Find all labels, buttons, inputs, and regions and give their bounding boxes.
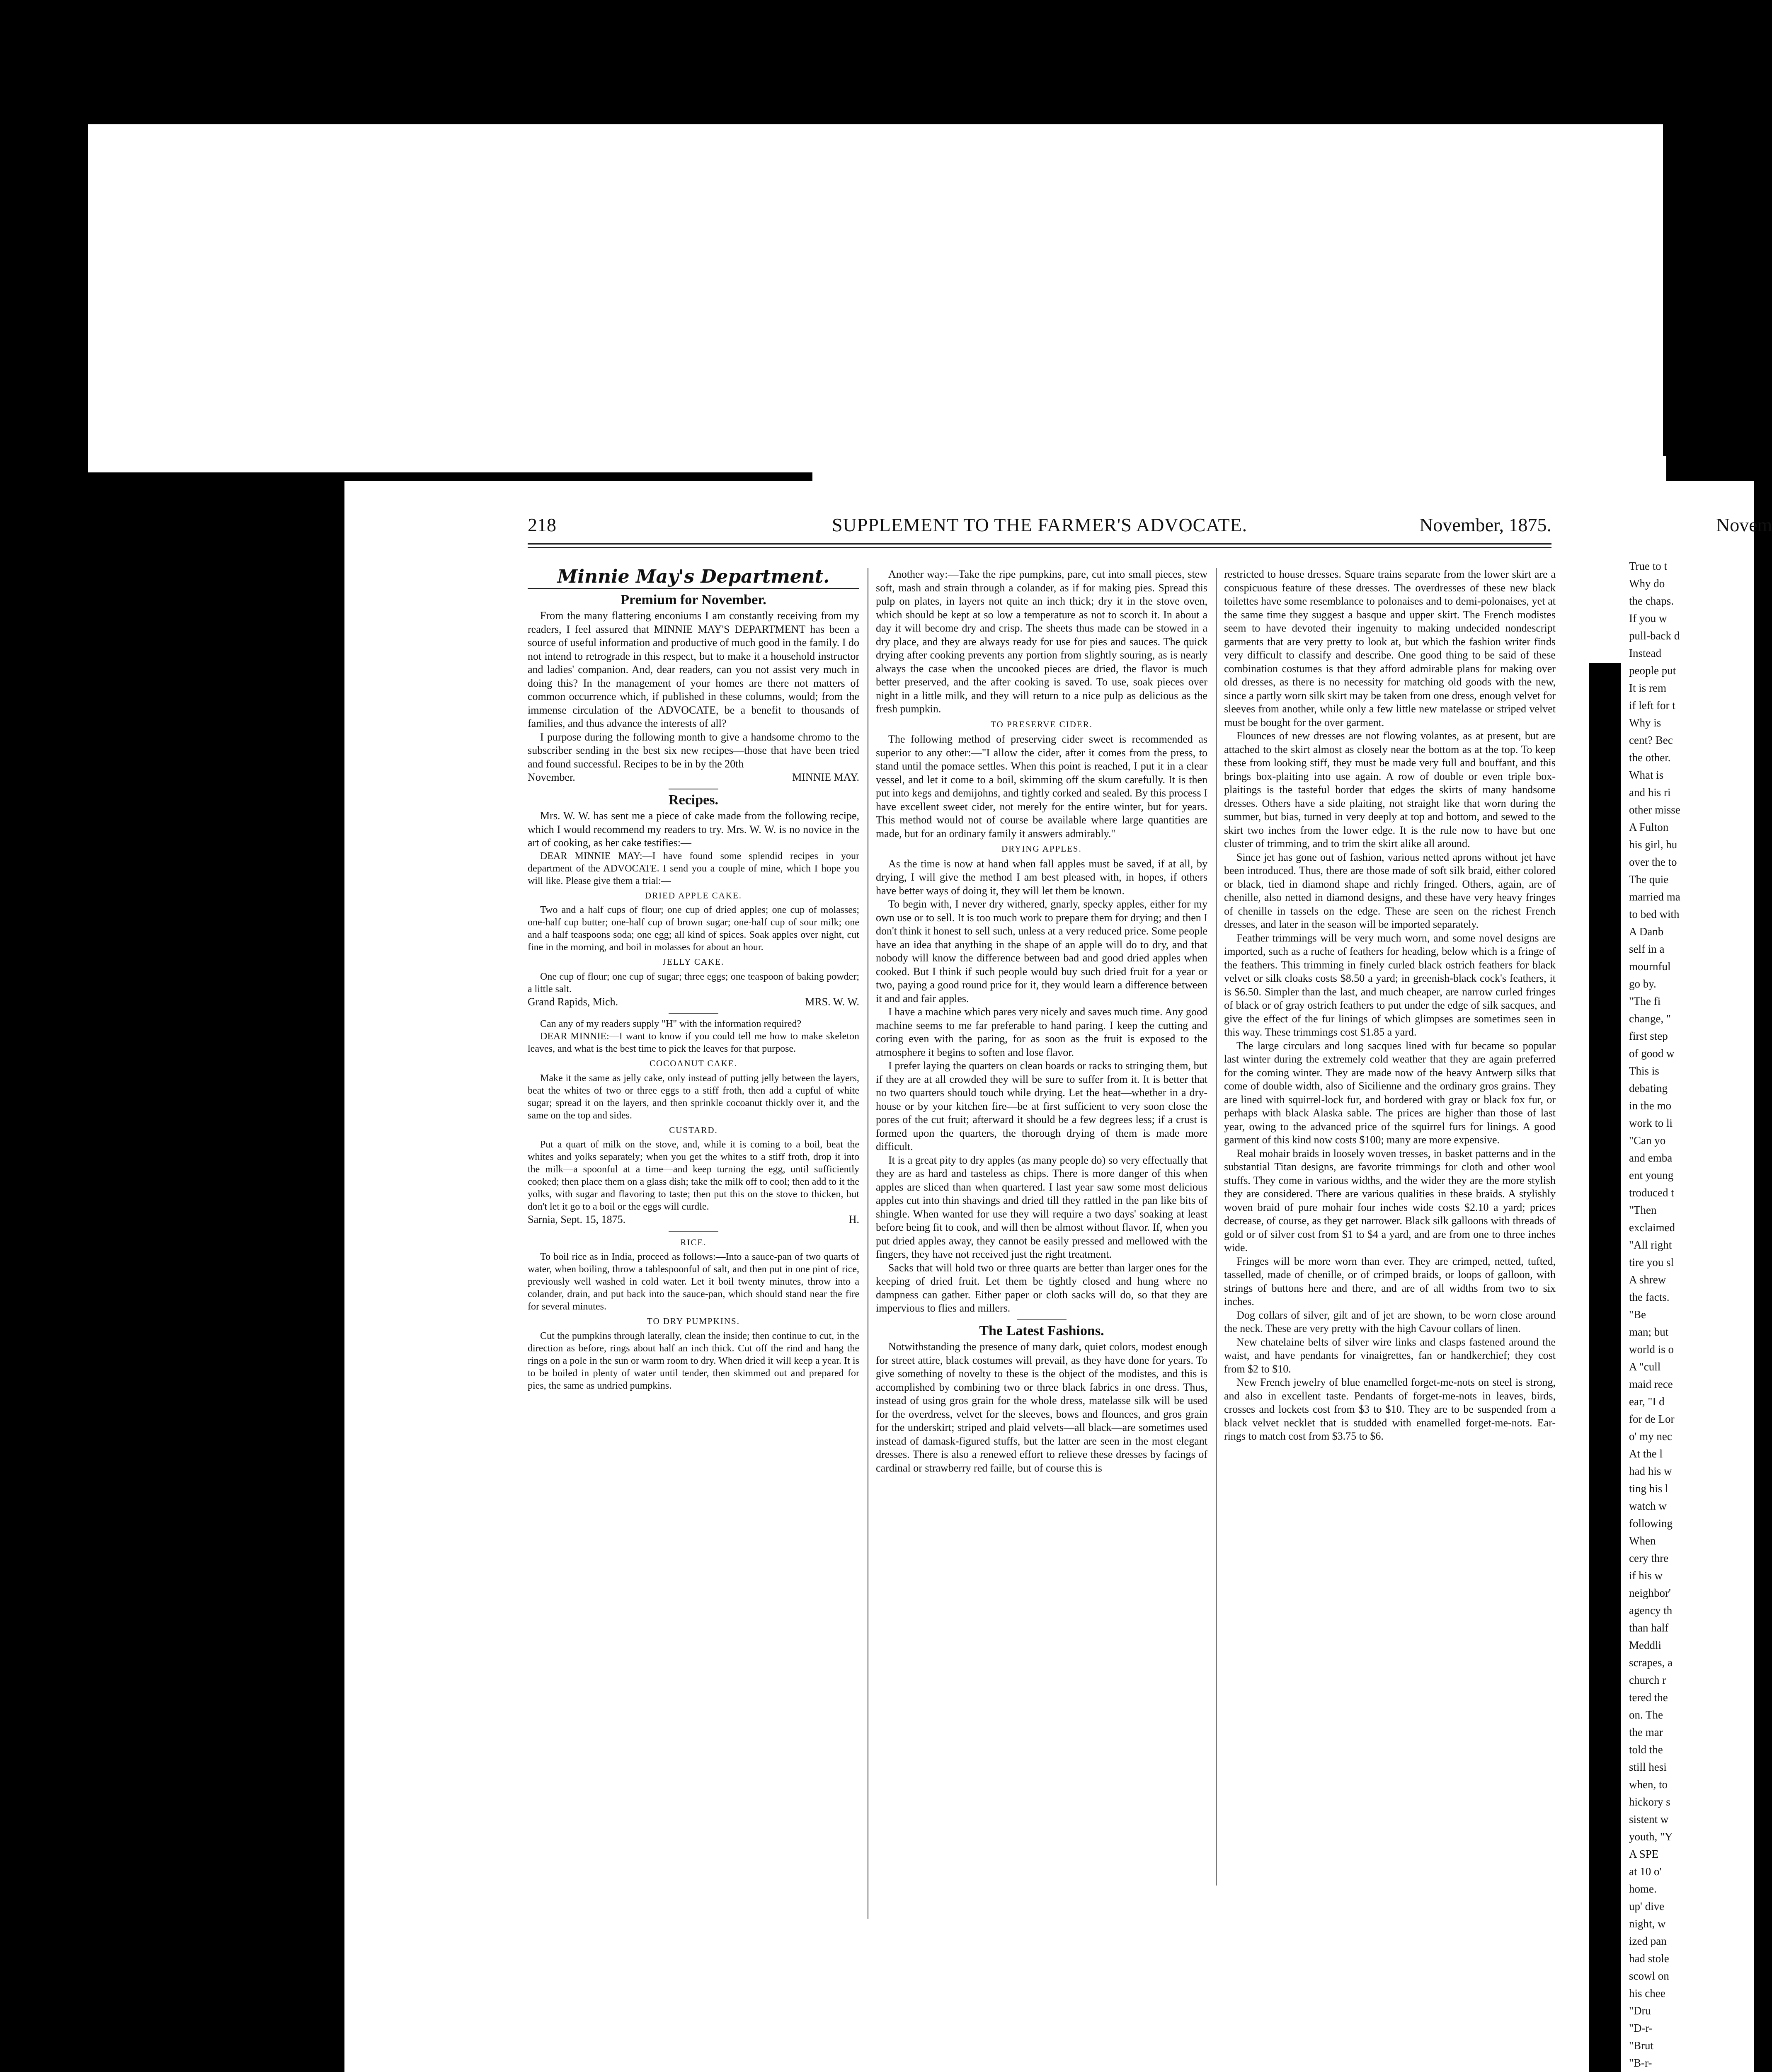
paragraph: As the time is now at hand when fall apples must be saved, if at all, by drying, I will give the method I am best pleased with, in hopes, if others have better ways of doing it, they will let them be known. (876, 857, 1207, 897)
adjacent-text-line: youth, "Y (1629, 1830, 1673, 1843)
adjacent-text-line: when, to (1629, 1778, 1668, 1791)
paragraph: Sacks that will hold two or three quarts are better than larger ones for the keeping of dried fruit. Let them be tightly closed and hung where no dampness can gather. Either paper or cloth sacks will do, so that they are impervious to flies and millers. (876, 1261, 1207, 1314)
separator (1017, 1319, 1067, 1320)
recipe-title: JELLY CAKE. (662, 957, 725, 967)
paragraph: I have a machine which pares very nicely and saves much time. Any good machine seems to me far preferable to hand paring. I keep the cutting and coring even with the paring, for as soon as the fruit is exposed to the atmosphere it begins to soften and lose flavor. (876, 1006, 1207, 1058)
adjacent-text-line: "Brut (1629, 2039, 1654, 2052)
adjacent-text-line: pull-back d (1629, 629, 1680, 642)
adjacent-text-line: cery thre (1629, 1552, 1669, 1564)
paragraph: Can any of my readers supply "H" with the information required? (540, 1019, 802, 1029)
adjacent-text-line: home. (1629, 1883, 1657, 1895)
adjacent-text-line: married ma (1629, 891, 1680, 903)
adjacent-text-line: night, w (1629, 1917, 1666, 1930)
adjacent-text-line: had stole (1629, 1952, 1669, 1965)
adjacent-text-line: What is (1629, 769, 1664, 781)
adjacent-text-line: "Dru (1629, 2004, 1651, 2017)
adjacent-text-line: Meddli (1629, 1639, 1661, 1651)
handwritten-mark-icon (855, 2068, 921, 2072)
adjacent-text-line: sistent w (1629, 1813, 1669, 1825)
adjacent-text-line: for de Lor (1629, 1413, 1675, 1425)
page-header (528, 514, 1551, 547)
adjacent-text-line: watch w (1629, 1500, 1667, 1512)
recipe-title: TO DRY PUMPKINS. (647, 1316, 740, 1326)
adjacent-text-line: ent young (1629, 1169, 1674, 1181)
adjacent-text-line: A Fulton (1629, 821, 1669, 833)
adjacent-text-line: ting his l (1629, 1482, 1668, 1495)
paragraph: Real mohair braids in loosely woven tresses, in basket patterns and in the substantial Titan designs, are favorite trimmings for cloth and other wool stuffs. They come in various widths, and the wider they are the more stylish they are considered. There are various qualities in these braids. A stylishly woven braid of pure mohair four inches wide costs $2.10 a yard; prices decrease, of course, as they get narrower. Black silk galloons with threads of gold or of silver cost from $1 to $4 a yard, and are from one to three inches wide. (1224, 1147, 1556, 1254)
paragraph: DEAR MINNIE:—I want to know if you could tell me how to make skeleton leaves, and what is the best time to pick the leaves for that purpose. (528, 1031, 859, 1054)
adjacent-text-line: the mar (1629, 1726, 1663, 1738)
adjacent-text-line: cent? Bec (1629, 734, 1673, 746)
adjacent-text-line: At the l (1629, 1447, 1663, 1460)
paragraph: Fringes will be more worn than ever. They are crimped, netted, tufted, tasselled, made of chenille, or of crimped braids, or loops of galloon, with strings of buttons here and there, and are of all widths from two to six inches. (1224, 1255, 1556, 1307)
adjacent-text-line: "B-r- (1629, 2057, 1652, 2069)
header-rule (528, 543, 1551, 545)
adjacent-text-line: in the mo (1629, 1099, 1671, 1112)
paragraph: Make it the same as jelly cake, only instead of putting jelly between the layers, beat the whites of two or three eggs to a stiff froth, then add a cupful of white sugar; spread it on the layers, and then sprinkle cocoanut thickly over it, and the same on the top and sides. (528, 1072, 859, 1121)
adjacent-text-line: A Danb (1629, 925, 1664, 938)
adjacent-text-line: people put (1629, 664, 1676, 677)
adjacent-text-line: if his w (1629, 1569, 1663, 1582)
paragraph: To boil rice as in India, proceed as follows:—Into a sauce-pan of two quarts of water, when boiling, throw a tablespoonful of salt, and then put in one pint of rice, previously well washed in cold water. Let it boil twenty minutes, throw into a colander, drain, and put back into the sauce-pan, which should stand near the fire for several minutes. (528, 1251, 859, 1312)
adjacent-text-line: the other. (1629, 751, 1671, 764)
adjacent-text-line: "Be (1629, 1308, 1646, 1321)
paragraph: Feather trimmings will be very much worn, and some novel designs are imported, such as a ruche of feathers for heading, below which is a fringe of the feathers. This trimming in finely curled black ostrich feathers for black velvet or silk cloaks costs $8.50 a yard; in greenish-black cock's feathers, it is $6.50. Simpler than the last, and much cheaper, are narrow curled fringes of black or of gray ostrich feathers to put under the edge of silk sacques, and give the effect of the fur linings of which glimpses are sometimes seen in this way. These trimmings cost $1.85 a yard. (1224, 932, 1556, 1038)
sig-right: MINNIE MAY. (792, 771, 859, 783)
sig-left: Sarnia, Sept. 15, 1875. (528, 1213, 626, 1225)
paragraph: I prefer laying the quarters on clean boards or racks to stringing them, but if they are at all crowded they will be sure to suffer from it. It is better that no two quarters should touch while drying. Let the heat—whether in a dry-house or by your kitchen fire—be at first sufficient to very soon close the pores of the cut fruit; afterward it should be a few degrees less; if a crust is formed upon the quarters, the thorough drying of them is made more difficult. (876, 1060, 1207, 1152)
recipe-title: TO PRESERVE CIDER. (991, 719, 1093, 729)
adjacent-text-line: the chaps. (1629, 595, 1674, 607)
adjacent-text-line: over the to (1629, 856, 1677, 868)
paragraph: Mrs. W. W. has sent me a piece of cake made from the following recipe, which I would recommend my readers to try. Mrs. W. W. is no novice in the art of cooking, as her cake testifies:— (528, 810, 859, 849)
paragraph: Notwithstanding the presence of many dark, quiet colors, modest enough for street attire, black costumes will prevail, as they have done for years. To give something of novelty to these is the object of the modistes, and this is accomplished by combining two or three black fabrics in one dress. Thus, instead of using gros grain for the whole dress, matelasse silk will be used for the overdress, velvet for the sleeves, bows and flounces, and gros grain for the underskirt; striped and plaid velvets—all black—are sometimes used instead of damask-figured stuffs, but the latter are seen in the most elegant dresses. There is also a renewed effort to relieve these dresses by facings of cardinal or strawberry red faille, but of course this is (876, 1341, 1207, 1474)
separator (669, 1013, 718, 1014)
recipe-title: DRIED APPLE CAKE. (645, 890, 742, 900)
adjacent-text-line: hickory s (1629, 1796, 1670, 1808)
adjacent-text-line: his girl, hu (1629, 838, 1677, 851)
adjacent-page (1621, 481, 1754, 2072)
signature-line (528, 771, 859, 784)
column-3 (1224, 568, 1556, 1811)
adjacent-text-line: "D-r- (1629, 2022, 1653, 2034)
adjacent-text-line: and emba (1629, 1152, 1673, 1164)
back-page-top (88, 124, 1663, 472)
adjacent-text-line: man; but (1629, 1326, 1669, 1338)
paragraph: The following method of preserving cider sweet is recommended as superior to any other:—"I allow the cider, after it comes from the press, to stand until the pomace settles. When this point is reached, I put it in a clear vessel, and let it come to a boil, skimming off the skum carefully. It is then put into kegs and demijohns, and tightly corked and sealed. By this process I have excellent sweet cider, not merely for the entire winter, but for years. This method would not of course be available where large quantities are made, but for an ordinary family it answers admirably." (876, 733, 1207, 840)
column-divider (1216, 568, 1217, 1886)
adjacent-text-line: to bed with (1629, 908, 1680, 920)
paragraph: Since jet has gone out of fashion, various netted aprons without jet have been introduced. Thus, there are those made of soft silk braid, either colored or black, tied in diamond shape and richly fringed. Others, again, are of chenille, also netted in diamond designs, and these have very heavy fringes of chenille in tassels on the edge. These are seen on the richest French dresses, and later in the season will be imported separately. (1224, 851, 1556, 930)
adjacent-text-line: ear, "I d (1629, 1395, 1665, 1408)
section-heading: The Latest Fashions. (979, 1323, 1104, 1339)
adjacent-text-line: Why is (1629, 716, 1661, 729)
adjacent-text-line: self in a (1629, 943, 1665, 955)
newspaper-page (344, 481, 1589, 2072)
adjacent-text-line: up' dive (1629, 1900, 1665, 1912)
paragraph: Another way:—Take the ripe pumpkins, pare, cut into small pieces, stew soft, mash and strain through a colander, as if for making pies. Spread this pulp on plates, in layers not quite an inch thick; dry it in the stove oven, which should be kept at so low a temperature as not to scorch it. In about a day it will become dry and crisp. The sheets thus made can be stowed in a dry place, and they are always ready for use for pies and sauces. The quick drying after cooking prevents any portion from slightly souring, as is nearly always the case when the uncooked pieces are dried, the flavor is much better preserved, and the after cooking is saved. To use, soak pieces over night in a little milk, and they will return to a nice pulp as delicious as the fresh pumpkin. (876, 568, 1207, 715)
page-number: 218 (528, 514, 556, 535)
section-heading: Premium for November. (621, 592, 766, 608)
recipe-title: RICE. (680, 1237, 707, 1247)
adjacent-text-line: at 10 o' (1629, 1865, 1662, 1878)
paragraph: New French jewelry of blue enamelled forget-me-nots on steel is strong, and also in excellent taste. Pendants of forget-me-nots in leaves, birds, crosses and lockets cost from $3 to $10. They are to be suspended from a black velvet necklet that is studded with enamelled forget-me-nots. Ear-rings to match cost from $3.75 to $6. (1224, 1376, 1556, 1442)
adjacent-text-line: When (1629, 1535, 1656, 1547)
adjacent-text-line: The quie (1629, 873, 1669, 886)
adjacent-text-line: of good w (1629, 1047, 1675, 1060)
signature-line (528, 1213, 859, 1227)
adjacent-text-line: change, " (1629, 1012, 1671, 1025)
adjacent-text-line: "Can yo (1629, 1134, 1666, 1147)
paragraph: DEAR MINNIE MAY:—I have found some splendid recipes in your department of the ADVOCATE. I send you a couple of mine, which I hope you will like. Please give them a trial:— (528, 850, 859, 886)
issue-date: November, 1875. (1419, 514, 1551, 535)
adjacent-text-line: It is rem (1629, 682, 1666, 694)
recipe-title: DRYING APPLES. (1001, 844, 1082, 854)
adjacent-text-line: A SPE (1629, 1848, 1659, 1860)
adjacent-text-line: still hesi (1629, 1761, 1667, 1773)
adjacent-page-header: Novem (1716, 514, 1772, 535)
adjacent-text-line: the facts. (1629, 1291, 1670, 1303)
adjacent-text-line: neighbor' (1629, 1587, 1671, 1599)
adjacent-text-line: than half (1629, 1622, 1669, 1634)
column-2 (876, 568, 1207, 1906)
sig-right: H. (848, 1213, 859, 1225)
adjacent-text-line: True to t (1629, 560, 1668, 572)
paragraph: I purpose during the following month to give a handsome chromo to the subscriber sending in the best six new recipes—those that have been tried and found successful. Recipes to be in by the 20th (528, 731, 859, 770)
adjacent-text-line: his chee (1629, 1987, 1665, 1999)
adjacent-text-line: told the (1629, 1743, 1663, 1756)
paragraph: One cup of flour; one cup of sugar; three eggs; one teaspoon of baking powder; a little salt. (528, 971, 859, 995)
adjacent-text-line: A shrew (1629, 1273, 1666, 1286)
signature-line (528, 995, 859, 1009)
paragraph: Cut the pumpkins through laterally, clean the inside; then continue to cut, in the direction as before, rings about half an inch thick. Cut off the rind and hang the rings on a pole in the sun or warm room to dry. When dried it will keep a year. It is to be boiled in plenty of water until tender, then skimmed out and prepared for pies, the same as undried pumpkins. (528, 1330, 859, 1391)
adjacent-text-line: A "cull (1629, 1360, 1661, 1373)
adjacent-text-line: troduced t (1629, 1186, 1674, 1199)
paragraph: New chatelaine belts of silver wire links and clasps fastened around the waist, and have pendants for vinaigrettes, fan or handkerchief; they cost from $2 to $10. (1224, 1336, 1556, 1375)
header-rule-thin (528, 547, 1551, 548)
paragraph: Flounces of new dresses are not flowing volantes, as at present, but are attached to the skirt almost as closely near the bottom as at the top. To keep these from looking stiff, they must be made very full and bouffant, and this brings box-plaiting into use again. A row of double or even triple box-plaitings is the tasteful border that edges the skirts of many handsome dresses. Others have a side plaiting, not straight like that worn during the summer, but bias, turned in very deeply at top and bottom, and sewed to the skirt two inches from the lower edge. It is the rule now to have but one cluster of trimming, and to trim the skirt alike all around. (1224, 730, 1556, 850)
adjacent-text-line: and his ri (1629, 786, 1671, 799)
sig-right: MRS. W. W. (805, 995, 859, 1008)
paragraph: From the many flattering enconiums I am constantly receiving from my readers, I feel assured that MINNIE MAY'S DEPARTMENT has been a source of useful information and productive of much good in the family. I do not intend to retrograde in this respect, but to make it a household instructor and ladies' companion. And, dear readers, can you not assist very much in doing this? In the management of your homes are there not matters of common occurrence which, if published in these columns, would; from the immense circulation of the ADVOCATE, be a benefit to thousands of families, and thus advance the interests of all? (528, 610, 859, 729)
adjacent-text-line: if left for t (1629, 699, 1675, 712)
adjacent-text-line: following (1629, 1517, 1673, 1530)
adjacent-text-line: go by. (1629, 978, 1656, 990)
adjacent-text-line: tered the (1629, 1691, 1668, 1704)
adjacent-text-line: "The fi (1629, 995, 1661, 1007)
adjacent-text-line: other misse (1629, 804, 1680, 816)
paragraph: Put a quart of milk on the stove, and, while it is coming to a boil, beat the whites and yolks separately; when you get the whites to a stiff froth, drop it into the milk—a spoonful at a time—and keep turning the egg, until sufficiently cooked; then place them on a glass dish; take the milk off to cool; then add to it the yolks, with sugar and flavoring to taste; then put this on the stove to thicken, but don't let it go to a boil or the eggs will curdle. (528, 1139, 859, 1212)
adjacent-text-line: ized pan (1629, 1935, 1667, 1947)
sig-left: Grand Rapids, Mich. (528, 995, 618, 1008)
adjacent-text-line: scrapes, a (1629, 1656, 1673, 1669)
paragraph: The large circulars and long sacques lined with fur became so popular last winter during the extremely cold weather that they are again preferred for the coming winter. They are made now of the heavy Antwerp silks that come of double width, also of Sicilienne and the ordinary gros grains. They are lined with squirrel-lock fur, and bordered with gray or black fox fur, or perhaps with black Alaska sable. The prices are higher than those of last year, owing to the advanced price of the squirrel furs for linings. A good garment of this kind now costs $100; many are more expensive. (1224, 1039, 1556, 1146)
column-1 (528, 568, 859, 1778)
adjacent-text-line: mournful (1629, 960, 1671, 973)
paragraph: It is a great pity to dry apples (as many people do) so very effectually that they are as hard and tasteless as chips. There is more danger of this when apples are sliced than when quartered. I last year saw some most delicious apples cut into thin shavings and dried till they rattled in the pan like bits of shingle. When wanted for use they will require a two days' soaking at least before being fit to cook, and will then be almost without flavor. If, when you put dried apples away, they cannot be easily pressed and mellowed with the fingers, they have not received just the right treatment. (876, 1154, 1207, 1260)
adjacent-text-line: on. The (1629, 1709, 1663, 1721)
adjacent-text-line: exclaimed (1629, 1221, 1675, 1234)
adjacent-text-line: o' my nec (1629, 1430, 1672, 1443)
sig-left: November. (528, 771, 575, 783)
adjacent-text-line: maid rece (1629, 1378, 1673, 1390)
adjacent-text-line: church r (1629, 1674, 1666, 1686)
adjacent-text-line: Instead (1629, 647, 1661, 659)
adjacent-text-line: first step (1629, 1030, 1668, 1042)
adjacent-text-line: If you w (1629, 612, 1667, 625)
paragraph: To begin with, I never dry withered, gnarly, specky apples, either for my own use or to sell. It is too much work to prepare them for drying; and then I don't think it honest to sell such, unless at a very reduced price. Some people have an idea that anything in the shape of an apple will do to dry, and that nobody will know the difference between bad and good dried apples when cooked. But I think if such people would buy such dried fruit for a year or two, paying a good round price for it, they would learn a difference between it and and fair apples. (876, 898, 1207, 1005)
adjacent-text-line: scowl on (1629, 1970, 1669, 1982)
adjacent-text-line: had his w (1629, 1465, 1672, 1477)
adjacent-text-line: work to li (1629, 1117, 1673, 1129)
adjacent-text-line: "Then (1629, 1204, 1657, 1216)
adjacent-text-line: agency th (1629, 1604, 1673, 1617)
recipe-title: COCOANUT CAKE. (650, 1058, 737, 1068)
paragraph: Two and a half cups of flour; one cup of dried apples; one cup of molasses; one-half cup butter; one-half cup of brown sugar; one-half cup of sour milk; one and a half teaspoons soda; one egg; all kind of spices. Soak apples over night, cut fine in the morning, and boil in molasses for about an hour. (528, 905, 859, 953)
adjacent-text-line: tire you sl (1629, 1256, 1674, 1268)
section-heading: Recipes. (669, 792, 718, 808)
separator (669, 1231, 718, 1232)
recipe-title: CUSTARD. (669, 1125, 718, 1135)
department-title: Minnie May's Department. (528, 570, 859, 589)
paragraph: restricted to house dresses. Square trains separate from the lower skirt are a conspicuous feature of these dresses. The overdresses of these new black toilettes have some resemblance to polonaises and to demi-polonaises, yet at the same time they suggest a basque and upper skirt. The French modistes seem to have devoted their ingenuity to making undecided nondescript garments that are very pretty to look at, but which the fashion writer finds very difficult to classify and describe. One good thing to be said of these combination costumes is that they afford admirable plans for making over old dresses, as there is no necessity for matching old goods with the new, since a partly worn silk skirt may be taken from one dress, enough velvet for sleeves from another, while only a few little new matelasse or striped velvet must be bought for the over garment. (1224, 568, 1556, 729)
adjacent-text-line: This is (1629, 1065, 1659, 1077)
adjacent-text-line: world is o (1629, 1343, 1674, 1356)
adjacent-text-line: Why do (1629, 577, 1665, 590)
adjacent-text-line: "All right (1629, 1239, 1672, 1251)
adjacent-text-line: debating (1629, 1082, 1668, 1094)
paragraph: Dog collars of silver, gilt and of jet are shown, to be worn close around the neck. These are very pretty with the high Cavour collars of linen. (1224, 1309, 1556, 1334)
publication-title: SUPPLEMENT TO THE FARMER'S ADVOCATE. (831, 514, 1248, 535)
